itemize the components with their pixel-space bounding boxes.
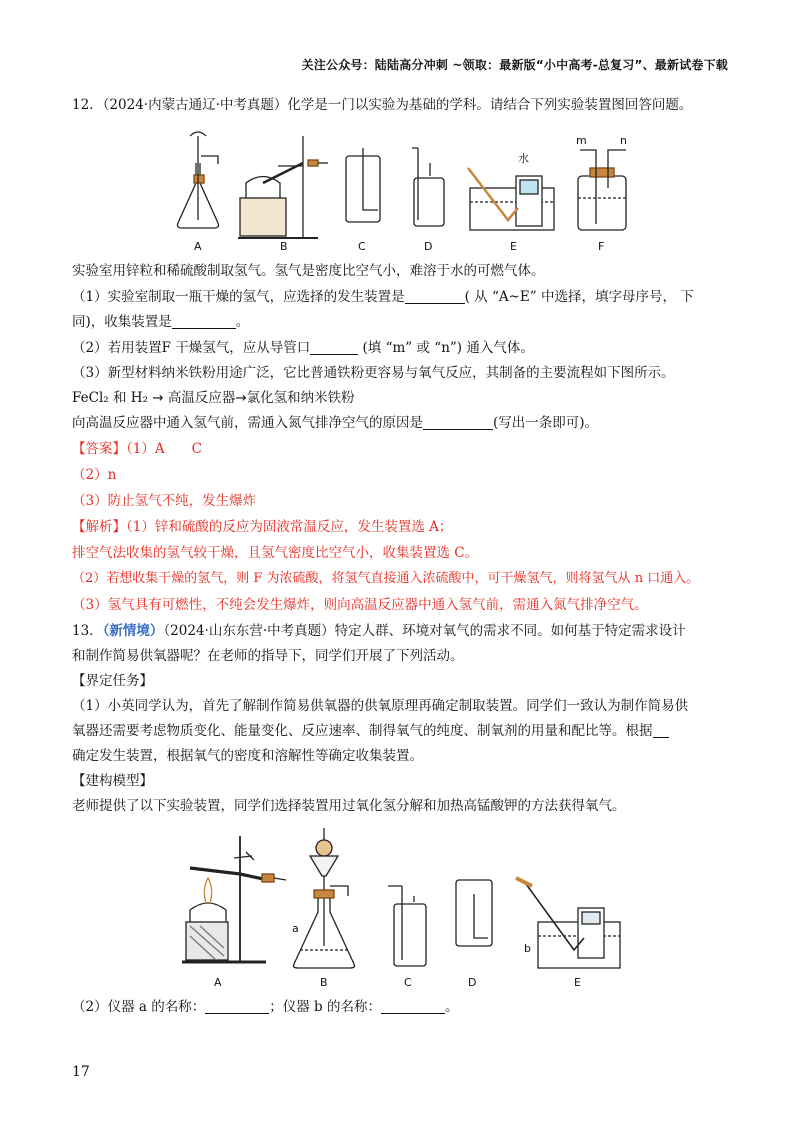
q13-tag: （新情境） — [102, 623, 164, 639]
fig12-label-e: E — [510, 240, 517, 253]
q12-answer-3: （3）防止氢气不纯，发生爆炸 — [72, 493, 257, 509]
q13-q2-text-3: 。 — [444, 999, 459, 1015]
q13-q2-text-2: ；仪器 b 的名称： — [269, 999, 381, 1015]
q13-apparatus-figure — [176, 826, 636, 992]
q13-q2-blank-1[interactable] — [205, 999, 269, 1014]
q12-q3b-text-2: (写出一条即可)。 — [493, 415, 599, 431]
analysis-tag: 【解析】 — [72, 519, 126, 535]
q12-answer-2: （2）n — [72, 467, 117, 483]
analysis-1: （1）锌和硫酸的反应为固液常温反应，发生装置选 A； — [126, 519, 453, 535]
fig12-label-f: F — [598, 240, 605, 253]
fig13-label-b: B — [320, 976, 328, 989]
water-label: 水 — [518, 152, 529, 165]
q13-p1: （1）小英同学认为，首先了解制作简易供氧器的供氧原理再确定制取装置。同学们一致认为制作简易供 — [72, 698, 689, 714]
q12-flow — [72, 389, 355, 407]
answer-tag: 【答案】 — [72, 441, 126, 457]
q12-q1-blank-1[interactable] — [405, 289, 465, 304]
q12-analysis-1b: 排空气法收集的氢气较干燥，且氢气密度比空气小，收集装置选 C。 — [72, 545, 479, 561]
q12-q1-cont — [72, 313, 249, 331]
q13-p4: 老师提供了以下实验装置，同学们选择装置用过氧化氢分解和加热高锰酸钾的方法获得氧气。 — [72, 798, 626, 814]
q12-q3: （3）新型材料纳米铁粉用途广泛，它比普通铁粉更容易与氧气反应，其制备的主要流程如下图所示。 — [72, 365, 675, 381]
q12-q1-text: （1）实验室制取一瓶干燥的氢气，应选择的发生装置是 — [72, 289, 405, 305]
port-m-label: m — [576, 134, 587, 147]
q12-q1 — [72, 288, 694, 306]
q13-section-2: 【建构模型】 — [72, 773, 153, 789]
q13-q2 — [72, 998, 458, 1016]
q12-q1-text-4: 。 — [235, 314, 250, 330]
label-a: a — [292, 922, 299, 935]
q12-q2-text: （2）若用装置F 干燥氢气，应从导管口 — [72, 340, 311, 356]
q12-q3b-blank[interactable] — [423, 415, 493, 430]
q12-analysis-2: （2）若想收集干燥的氢气，则 F 为浓硫酸，将氢气直接通入浓硫酸中，可干燥氢气，则将氢气从 n 口通入。 — [72, 571, 700, 586]
answer-1: （1）A C — [126, 441, 202, 457]
flow-reactant: FeCl₂ 和 H₂ — [72, 390, 148, 406]
q12-apparatus-figure — [168, 128, 648, 268]
fig13-label-d: D — [468, 976, 477, 989]
q12-q2-text-2: (填 “m” 或 “n”) 通入气体。 — [358, 340, 534, 356]
q12-q3b-text: 向高温反应器中通入氢气前，需通入氮气排净空气的原因是 — [72, 415, 423, 431]
q12-analysis-3: （3）氢气具有可燃性，不纯会发生爆炸，则向高温反应器中通入氢气前，需通入氮气排净空气。 — [72, 597, 648, 613]
flow-reactor: 高温反应器 — [167, 390, 236, 406]
flow-arrow-icon: → — [235, 390, 247, 406]
page-number: 17 — [72, 1064, 90, 1080]
q13-q2-blank-2[interactable] — [381, 999, 445, 1014]
header-note: 关注公众号：陆陆高分冲刺 ~领取：最新版“小中高考-总复习”、最新试卷下载 — [301, 58, 728, 72]
q12-intro: 实验室用锌粒和稀硫酸制取氢气。氢气是密度比空气小，难溶于水的可燃气体。 — [72, 263, 545, 279]
q13-stem-text: （2024·山东东营·中考真题）特定人群、环境对氧气的需求不同。如何基于特定需求设计 — [163, 623, 686, 639]
fig12-label-a: A — [194, 240, 202, 253]
port-n-label: n — [620, 134, 627, 147]
q13-p2-blank[interactable] — [653, 723, 669, 738]
q12-stem: 12．（2024·内蒙古通辽·中考真题）化学是一门以实验为基础的学科。请结合下列实验装置图回答问题。 — [72, 97, 693, 113]
fig12-label-c: C — [358, 240, 366, 253]
fig13-label-e: E — [574, 976, 581, 989]
fig13-label-a: A — [214, 976, 222, 989]
q13-stem — [72, 622, 686, 640]
fig13-label-c: C — [404, 976, 412, 989]
flow-product: 氯化氢和纳米铁粉 — [246, 390, 355, 406]
q12-analysis-1 — [72, 518, 452, 536]
q13-p2-text: 氧器还需要考虑物质变化、能量变化、反应速率、制得氧气的纯度、制氧剂的用量和配比等。根据 — [72, 723, 653, 739]
q13-stem-2: 和制作简易供氧器呢？在老师的指导下，同学们开展了下列活动。 — [72, 648, 464, 664]
fig12-label-b: B — [280, 240, 288, 253]
q12-q1-text-3: 同)，收集装置是 — [72, 314, 172, 330]
q13-number: 13． — [72, 623, 103, 639]
q13-section-1: 【界定任务】 — [72, 673, 153, 689]
q13-p3: 确定发生装置，根据氧气的密度和溶解性等确定收集装置。 — [72, 748, 423, 764]
label-b: b — [524, 942, 531, 955]
q12-q3b — [72, 414, 598, 432]
q12-q1-blank-2[interactable] — [172, 314, 236, 329]
q12-q2-blank[interactable] — [310, 340, 358, 355]
q13-p2 — [72, 722, 669, 740]
fig12-label-d: D — [424, 240, 433, 253]
q12-q1-text-2: ( 从 “A~E” 中选择，填字母序号， 下 — [464, 289, 694, 305]
q13-q2-text: （2）仪器 a 的名称： — [72, 999, 206, 1015]
flow-arrow-icon: → — [152, 390, 164, 406]
q12-q2 — [72, 339, 534, 357]
q12-answer-1 — [72, 440, 202, 458]
